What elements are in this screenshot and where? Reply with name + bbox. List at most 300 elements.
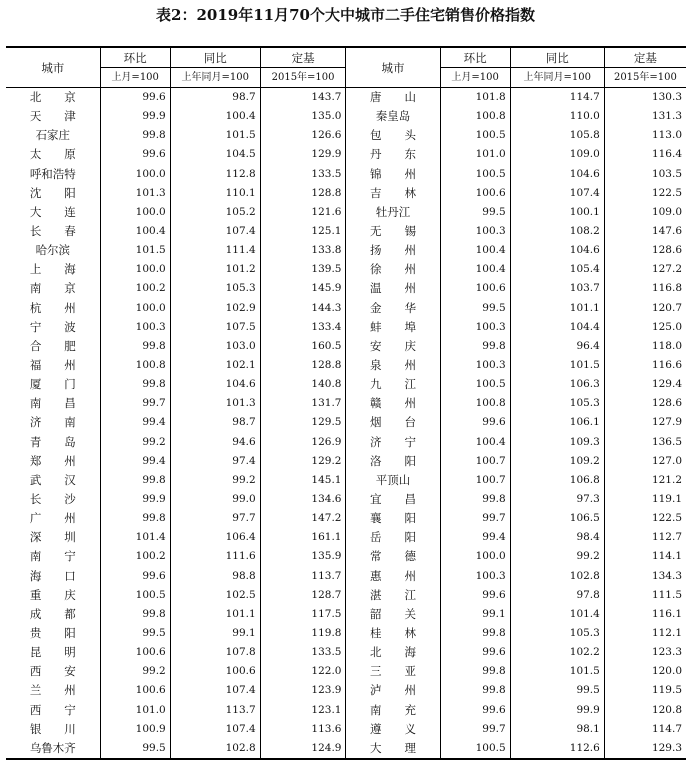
mom-value: 100.8 [100,356,170,375]
city-name: 天 津 [6,107,100,126]
mom-value: 100.6 [440,184,510,203]
city-name: 杭 州 [6,299,100,318]
yoy-value: 110.0 [510,107,604,126]
city-name: 安 庆 [346,337,440,356]
mom-value: 99.8 [440,662,510,681]
city-name: 南 京 [6,279,100,298]
yoy-value: 101.1 [510,299,604,318]
table-row [6,586,686,605]
base-value: 139.5 [260,260,346,279]
base-value: 135.9 [260,547,346,566]
mom-value: 101.4 [100,528,170,547]
yoy-value: 99.9 [510,701,604,720]
mom-value: 99.8 [100,126,170,145]
base-value: 116.8 [651,282,682,295]
mom-value: 100.6 [100,643,170,662]
mom-value: 99.2 [100,433,170,452]
mom-value: 99.5 [100,624,170,643]
yoy-value: 97.3 [510,490,604,509]
base-value: 114.1 [651,550,682,563]
yoy-value: 111.6 [170,547,260,566]
mom-value: 99.8 [100,471,170,490]
yoy-value: 99.5 [510,681,604,700]
city-name: 大 理 [346,739,440,759]
yoy-value: 98.4 [510,528,604,547]
mom-value: 99.5 [100,739,170,759]
price-index-table [6,46,686,760]
yoy-value: 103.7 [510,279,604,298]
city-name: 太 原 [6,145,100,164]
mom-value: 99.7 [440,509,510,528]
base-value: 133.5 [260,643,346,662]
city-name: 烟 台 [346,413,440,432]
yoy-value: 106.8 [510,471,604,490]
yoy-value: 108.2 [510,222,604,241]
city-name: 银 川 [6,720,100,739]
mom-value: 99.8 [100,375,170,394]
table-row [6,356,686,375]
base-value: 112.1 [651,627,682,639]
table-row [6,145,686,164]
yoy-value: 101.5 [510,356,604,375]
base-value: 123.3 [651,646,682,659]
yoy-value: 96.4 [510,337,604,356]
table-row [6,260,686,279]
city-name: 大 连 [6,203,100,222]
mom-value: 100.8 [440,394,510,413]
mom-value: 99.2 [100,662,170,681]
city-name: 乌鲁木齐 [6,739,100,759]
table-row [6,528,686,547]
base-value: 144.3 [260,299,346,318]
mom-value: 101.8 [440,88,510,108]
table-row [6,643,686,662]
base-value: 147.6 [651,225,682,238]
mom-value: 99.5 [440,203,510,222]
mom-value: 100.0 [440,547,510,566]
city-name: 西 安 [6,662,100,681]
city-name: 南 充 [346,701,440,720]
table-row [6,241,686,260]
city-name: 三 亚 [346,662,440,681]
table-row [6,701,686,720]
base-value: 121.2 [651,473,682,486]
base-value: 126.6 [260,126,346,145]
city-name: 洛 阳 [346,452,440,471]
mom-value: 100.5 [440,739,510,759]
yoy-value: 105.3 [170,279,260,298]
city-name: 泸 州 [346,681,440,700]
yoy-value: 97.4 [170,452,260,471]
mom-value: 100.6 [100,681,170,700]
yoy-value: 106.4 [170,528,260,547]
city-name: 武 汉 [6,471,100,490]
base-value: 127.9 [651,416,682,429]
city-name: 长 春 [6,222,100,241]
mom-value: 100.5 [440,375,510,394]
city-name: 宁 波 [6,318,100,337]
city-name: 桂 林 [346,624,440,643]
table-row [6,605,686,624]
mom-value: 100.0 [100,260,170,279]
city-name: 哈尔滨 [6,241,100,260]
mom-value: 100.6 [440,279,510,298]
mom-value: 99.9 [100,490,170,509]
mom-value: 100.8 [440,107,510,126]
yoy-value: 104.5 [170,145,260,164]
header-yoy-right: 同比 [510,47,604,68]
city-name: 合 肥 [6,337,100,356]
table-row [6,681,686,700]
base-value: 124.9 [260,739,346,759]
table-row [6,375,686,394]
yoy-value: 106.5 [510,509,604,528]
mom-value: 100.3 [100,318,170,337]
table-row [6,547,686,566]
header-base-sub-right: 2015年=100 [604,68,686,88]
base-value: 145.1 [260,471,346,490]
table-header [6,47,686,88]
yoy-value: 102.8 [510,567,604,586]
yoy-value: 107.4 [170,720,260,739]
yoy-value: 102.1 [170,356,260,375]
city-name: 吉 林 [346,184,440,203]
base-value: 160.5 [260,337,346,356]
table-row [6,662,686,681]
city-name: 青 岛 [6,433,100,452]
table-row [6,739,686,759]
city-name: 丹 东 [346,145,440,164]
base-value: 117.5 [260,605,346,624]
yoy-value: 100.4 [170,107,260,126]
yoy-value: 101.5 [170,126,260,145]
base-value: 118.0 [651,339,682,352]
base-value: 122.5 [651,186,682,199]
yoy-value: 110.1 [170,184,260,203]
city-name: 扬 州 [346,241,440,260]
yoy-value: 104.6 [510,241,604,260]
mom-value: 101.0 [440,145,510,164]
base-value: 147.2 [260,509,346,528]
city-name: 秦皇岛 [346,107,440,126]
city-name: 长 沙 [6,490,100,509]
base-value: 119.1 [651,493,682,506]
mom-value: 100.3 [440,222,510,241]
mom-value: 101.0 [100,701,170,720]
city-name: 海 口 [6,567,100,586]
base-value: 125.1 [260,222,346,241]
base-value: 129.2 [260,452,346,471]
table-row [6,184,686,203]
table-row [6,720,686,739]
mom-value: 99.9 [100,107,170,126]
base-value: 116.1 [651,607,682,620]
yoy-value: 105.3 [510,394,604,413]
table-row [6,452,686,471]
base-value: 128.6 [651,397,682,410]
city-name: 韶 关 [346,605,440,624]
mom-value: 100.0 [100,165,170,184]
city-name: 徐 州 [346,260,440,279]
base-value: 131.3 [651,110,682,123]
base-value: 116.4 [651,148,682,161]
table-row [6,279,686,298]
yoy-value: 107.8 [170,643,260,662]
city-name: 成 都 [6,605,100,624]
yoy-value: 102.8 [170,739,260,759]
city-name: 南 宁 [6,547,100,566]
mom-value: 99.4 [100,413,170,432]
table-row [6,413,686,432]
city-name: 济 南 [6,413,100,432]
table-row [6,107,686,126]
yoy-value: 104.6 [510,165,604,184]
yoy-value: 114.7 [510,88,604,108]
yoy-value: 94.6 [170,433,260,452]
base-value: 129.9 [260,145,346,164]
city-name: 金 华 [346,299,440,318]
mom-value: 99.8 [100,605,170,624]
mom-value: 99.8 [440,490,510,509]
header-base-left: 定基 [260,47,346,68]
mom-value: 100.3 [440,356,510,375]
base-value: 114.7 [651,722,682,735]
yoy-value: 105.3 [510,624,604,643]
header-mom-right: 环比 [440,47,510,68]
mom-value: 99.6 [440,643,510,662]
mom-value: 99.5 [440,299,510,318]
table-title: 表2：2019年11月70个大中城市二手住宅销售价格指数 [156,6,535,24]
header-base-sub-left: 2015年=100 [260,68,346,88]
yoy-value: 101.3 [170,394,260,413]
mom-value: 99.8 [100,509,170,528]
city-name: 包 头 [346,126,440,145]
mom-value: 100.3 [440,318,510,337]
city-name: 赣 州 [346,394,440,413]
yoy-value: 106.1 [510,413,604,432]
mom-value: 99.1 [440,605,510,624]
header-yoy-left: 同比 [170,47,260,68]
yoy-value: 101.5 [510,662,604,681]
city-name: 郑 州 [6,452,100,471]
base-value: 119.5 [651,684,682,697]
table-row [6,203,686,222]
header-mom-sub-left: 上月=100 [100,68,170,88]
mom-value: 100.0 [100,203,170,222]
header-yoy-sub-left: 上年同月=100 [170,68,260,88]
base-value: 120.7 [651,301,682,314]
base-value: 127.2 [651,263,682,276]
base-value: 128.8 [260,356,346,375]
base-value: 120.0 [651,665,682,678]
city-name: 惠 州 [346,567,440,586]
mom-value: 100.4 [440,433,510,452]
yoy-value: 109.3 [510,433,604,452]
table-row [6,433,686,452]
table-row [6,318,686,337]
city-name: 常 德 [346,547,440,566]
city-name: 上 海 [6,260,100,279]
mom-value: 99.8 [440,624,510,643]
yoy-value: 107.5 [170,318,260,337]
mom-value: 100.3 [440,567,510,586]
yoy-value: 109.2 [510,452,604,471]
yoy-value: 101.4 [510,605,604,624]
city-name: 北 京 [6,88,100,108]
base-value: 116.6 [651,359,682,372]
city-name: 牡丹江 [346,203,440,222]
base-value: 131.7 [260,394,346,413]
base-value: 121.6 [260,203,346,222]
table-row [6,165,686,184]
base-value: 133.5 [260,165,346,184]
base-value: 129.5 [260,413,346,432]
mom-value: 100.4 [100,222,170,241]
base-value: 140.8 [260,375,346,394]
table-row [6,126,686,145]
mom-value: 99.6 [100,88,170,108]
base-value: 143.7 [260,88,346,108]
table-row [6,394,686,413]
city-name: 深 圳 [6,528,100,547]
base-value: 112.7 [651,531,682,544]
mom-value: 99.6 [100,145,170,164]
yoy-value: 99.1 [170,624,260,643]
city-name: 襄 阳 [346,509,440,528]
yoy-value: 99.0 [170,490,260,509]
city-name: 湛 江 [346,586,440,605]
base-value: 135.0 [260,107,346,126]
yoy-value: 98.7 [170,88,260,108]
city-name: 平顶山 [346,471,440,490]
base-value: 123.1 [260,701,346,720]
table-row [6,299,686,318]
city-name: 兰 州 [6,681,100,700]
mom-value: 100.7 [440,471,510,490]
yoy-value: 98.7 [170,413,260,432]
mom-value: 100.2 [100,279,170,298]
mom-value: 99.6 [440,701,510,720]
city-name: 无 锡 [346,222,440,241]
mom-value: 99.7 [440,720,510,739]
base-value: 127.0 [651,454,682,467]
base-value: 120.8 [651,703,682,716]
yoy-value: 105.8 [510,126,604,145]
city-name: 昆 明 [6,643,100,662]
yoy-value: 111.4 [170,241,260,260]
header-mom-sub-right: 上月=100 [440,68,510,88]
yoy-value: 112.8 [170,165,260,184]
base-value: 111.5 [651,588,682,601]
yoy-value: 97.8 [510,586,604,605]
city-name: 厦 门 [6,375,100,394]
yoy-value: 105.4 [510,260,604,279]
base-value: 128.6 [651,244,682,257]
yoy-value: 107.4 [170,222,260,241]
yoy-value: 113.7 [170,701,260,720]
yoy-value: 101.1 [170,605,260,624]
header-base-right: 定基 [604,47,686,68]
mom-value: 100.5 [440,165,510,184]
city-name: 西 宁 [6,701,100,720]
city-name: 泉 州 [346,356,440,375]
city-name: 宜 昌 [346,490,440,509]
mom-value: 100.9 [100,720,170,739]
yoy-value: 107.4 [170,681,260,700]
base-value: 113.0 [651,129,682,142]
base-value: 125.0 [651,320,682,333]
mom-value: 100.4 [440,241,510,260]
city-name: 沈 阳 [6,184,100,203]
table-body [6,88,686,759]
base-value: 134.3 [651,569,682,582]
base-value: 119.8 [260,624,346,643]
base-value: 134.6 [260,490,346,509]
mom-value: 99.6 [100,567,170,586]
header-city-left: 城市 [6,47,100,88]
base-value: 128.7 [260,586,346,605]
mom-value: 99.4 [100,452,170,471]
mom-value: 99.6 [440,413,510,432]
header-yoy-sub-right: 上年同月=100 [510,68,604,88]
yoy-value: 98.1 [510,720,604,739]
yoy-value: 102.9 [170,299,260,318]
base-value: 136.5 [651,435,682,448]
mom-value: 99.6 [440,586,510,605]
city-name: 唐 山 [346,88,440,108]
city-name: 广 州 [6,509,100,528]
base-value: 133.8 [260,241,346,260]
mom-value: 99.4 [440,528,510,547]
city-name: 温 州 [346,279,440,298]
yoy-value: 102.2 [510,643,604,662]
yoy-value: 101.2 [170,260,260,279]
city-name: 南 昌 [6,394,100,413]
mom-value: 101.5 [100,241,170,260]
table-row [6,624,686,643]
table-row [6,490,686,509]
base-value: 122.0 [260,662,346,681]
yoy-value: 104.6 [170,375,260,394]
base-value: 129.3 [604,739,686,759]
mom-value: 100.7 [440,452,510,471]
base-value: 113.7 [260,567,346,586]
yoy-value: 99.2 [170,471,260,490]
city-name: 重 庆 [6,586,100,605]
base-value: 161.1 [260,528,346,547]
mom-value: 100.5 [100,586,170,605]
base-value: 103.5 [651,167,682,180]
yoy-value: 99.2 [510,547,604,566]
mom-value: 100.0 [100,299,170,318]
mom-value: 100.2 [100,547,170,566]
mom-value: 99.8 [440,681,510,700]
base-value: 133.4 [260,318,346,337]
base-value: 128.8 [260,184,346,203]
city-name: 北 海 [346,643,440,662]
table-row [6,222,686,241]
table-row [6,471,686,490]
header-city-right: 城市 [346,47,440,88]
base-value: 129.4 [651,378,682,391]
table-row [6,88,686,108]
yoy-value: 102.5 [170,586,260,605]
yoy-value: 112.6 [510,739,604,759]
yoy-value: 104.4 [510,318,604,337]
yoy-value: 106.3 [510,375,604,394]
table-row [6,567,686,586]
city-name: 遵 义 [346,720,440,739]
